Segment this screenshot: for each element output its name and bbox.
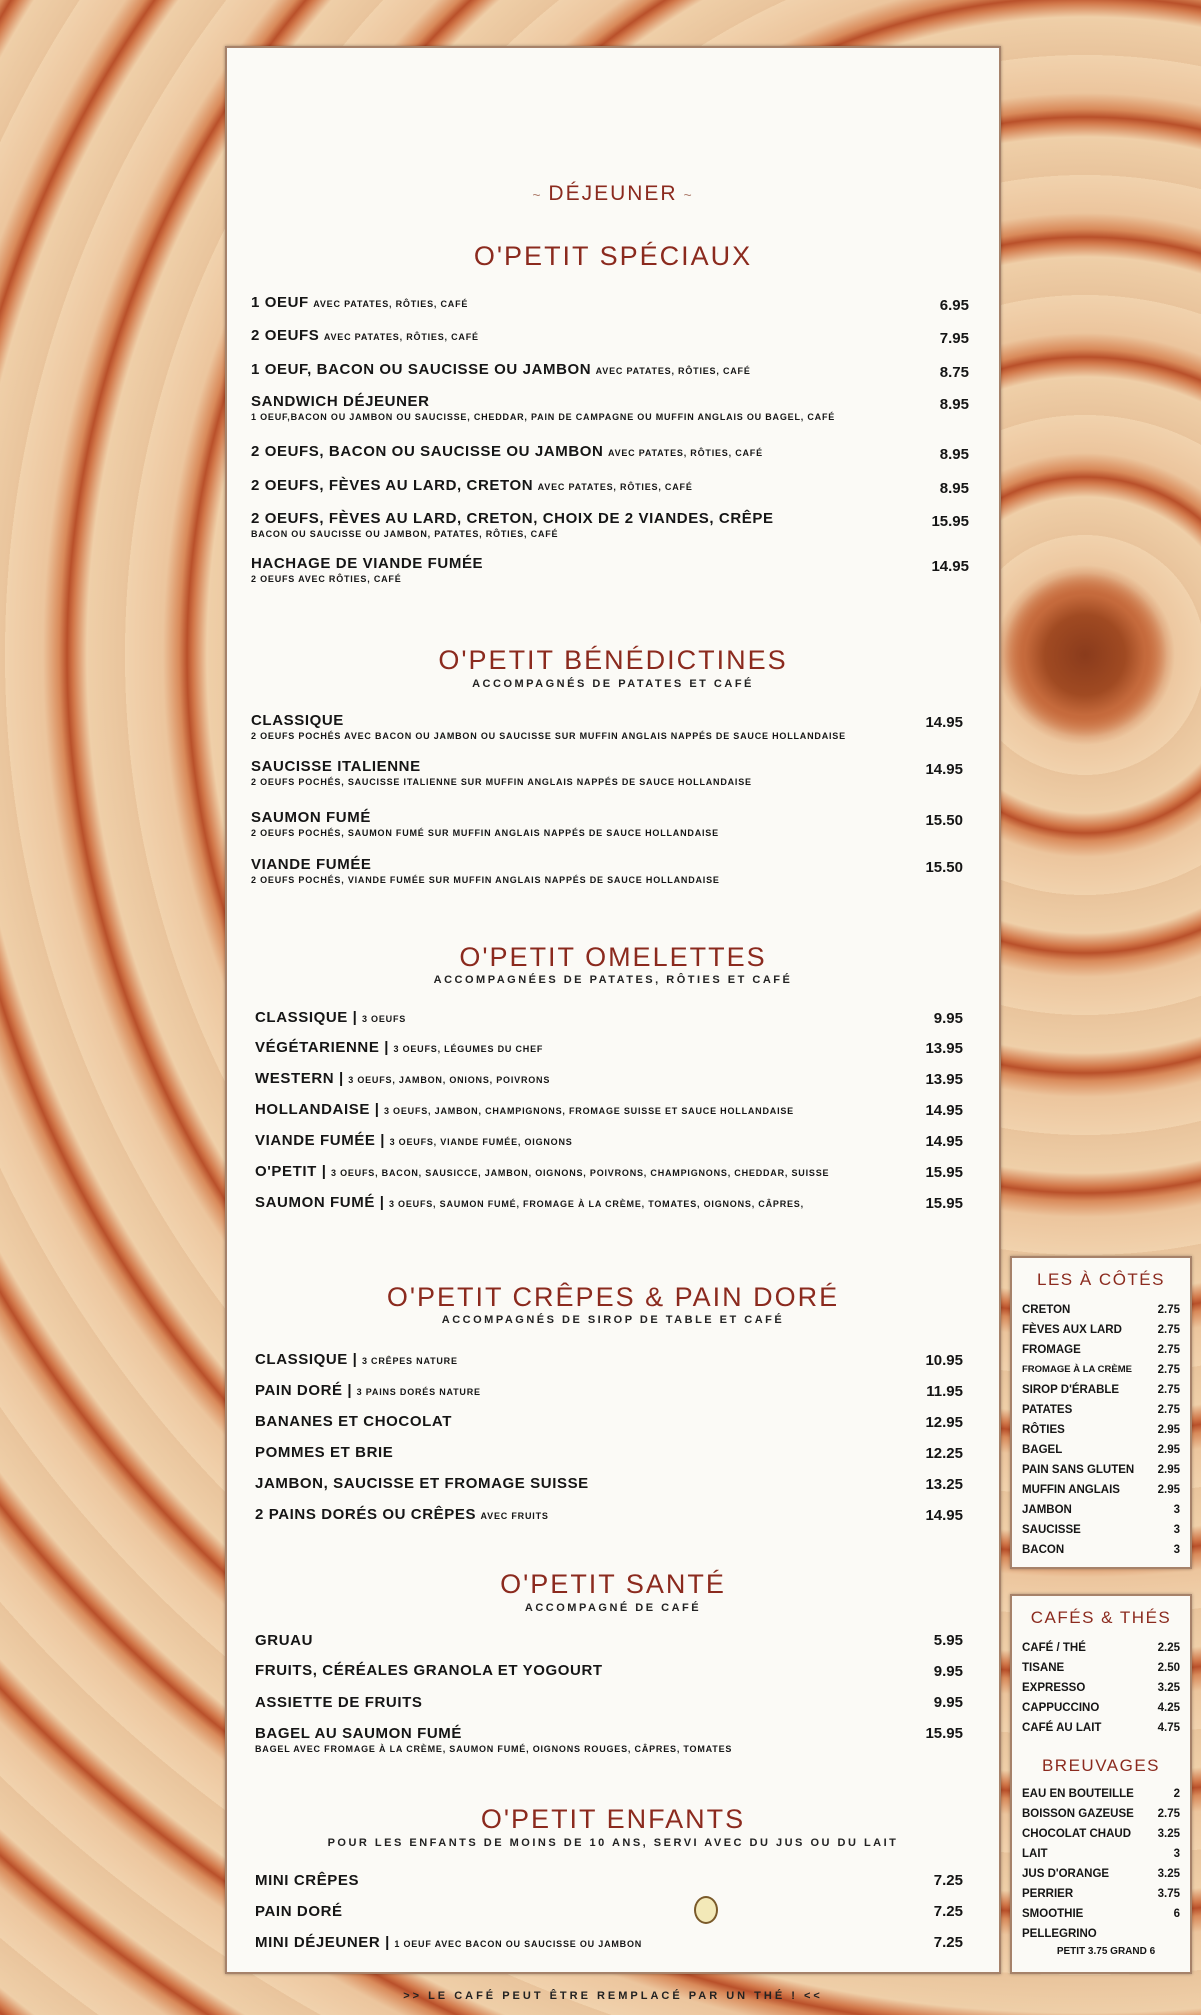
menu-item-price: 15.95 bbox=[931, 513, 969, 530]
menu-item: 2 OEUFS AVEC PATATES, RÔTIES, CAFÉ bbox=[251, 327, 479, 344]
main-menu-panel bbox=[225, 46, 1001, 2002]
menu-item-price: 12.95 bbox=[925, 1414, 963, 1431]
side-item: FÈVES AUX LARD 2.75 bbox=[1022, 1324, 1180, 1336]
menu-item: PAIN DORÉ bbox=[255, 1903, 343, 1920]
side-item: CRETON 2.75 bbox=[1022, 1304, 1180, 1316]
menu-item: 2 OEUFS, BACON OU SAUCISSE OU JAMBON AVEC PATATES, RÔTIES, CAFÉ bbox=[251, 443, 763, 460]
menu-item-price: 13.95 bbox=[925, 1040, 963, 1057]
menu-item-price: 13.95 bbox=[925, 1071, 963, 1088]
menu-item: FRUITS, CÉRÉALES GRANOLA ET YOGOURT bbox=[255, 1662, 603, 1679]
menu-item: 2 OEUFS, FÈVES AU LARD, CRETON AVEC PATATES, RÔTIES, CAFÉ bbox=[251, 477, 693, 494]
menu-item-price: 7.25 bbox=[933, 1934, 963, 1951]
menu-item: MINI DÉJEUNER | 1 OEUF AVEC BACON OU SAUCISSE OU JAMBON bbox=[255, 1934, 643, 1951]
menu-item: HACHAGE DE VIANDE FUMÉE 2 OEUFS AVEC RÔTIES, CAFÉ bbox=[251, 555, 484, 584]
menu-item-price: 14.95 bbox=[925, 1102, 963, 1119]
section-subtitle: ACCOMPAGNÉES DE PATATES, RÔTIES ET CAFÉ bbox=[433, 974, 793, 986]
cafe-item: EXPRESSO 3.25 bbox=[1022, 1682, 1180, 1694]
side-item: PAIN SANS GLUTEN 2.95 bbox=[1022, 1464, 1180, 1476]
menu-item-price: 8.75 bbox=[939, 364, 969, 381]
menu-item-price: 15.50 bbox=[925, 859, 963, 876]
side-item: FROMAGE 2.75 bbox=[1022, 1344, 1180, 1356]
menu-item: MINI CRÊPES bbox=[255, 1872, 360, 1889]
menu-item-price: 14.95 bbox=[925, 761, 963, 778]
section-title-sante: O'PETIT SANTÉ bbox=[500, 1569, 726, 1599]
menu-item-price: 9.95 bbox=[933, 1694, 963, 1711]
menu-title: DÉJEUNER bbox=[548, 182, 678, 205]
side-item: MUFFIN ANGLAIS 2.95 bbox=[1022, 1484, 1180, 1496]
menu-item: HOLLANDAISE | 3 OEUFS, JAMBON, CHAMPIGNONS, FROMAGE SUISSE ET SAUCE HOLLANDAISE bbox=[255, 1101, 794, 1118]
section-title-benedictines: O'PETIT BÉNÉDICTINES bbox=[438, 645, 788, 675]
side-item: SIROP D'ÉRABLE 2.75 bbox=[1022, 1384, 1180, 1396]
section-title-enfants: O'PETIT ENFANTS bbox=[480, 1804, 746, 1834]
side-item: RÔTIES 2.95 bbox=[1022, 1424, 1180, 1436]
menu-item-price: 15.95 bbox=[925, 1725, 963, 1742]
drink-item: BOISSON GAZEUSE 2.75 bbox=[1022, 1808, 1180, 1820]
drink-item: JUS D'ORANGE 3.25 bbox=[1022, 1868, 1180, 1880]
drink-item: PERRIER 3.75 bbox=[1022, 1888, 1180, 1900]
drink-item: PELLEGRINO bbox=[1022, 1928, 1097, 1940]
menu-item: SAUMON FUMÉ 2 OEUFS POCHÉS, SAUMON FUMÉ SUR MUFFIN ANGLAIS NAPPÉS DE SAUCE HOLLANDAISE bbox=[251, 809, 719, 838]
side-item: FROMAGE À LA CRÈME 2.75 bbox=[1022, 1364, 1180, 1376]
menu-item: 2 PAINS DORÉS OU CRÊPES AVEC FRUITS bbox=[255, 1506, 549, 1523]
menu-item: WESTERN | 3 OEUFS, JAMBON, ONIONS, POIVRONS bbox=[255, 1070, 551, 1087]
cafe-item: CAPPUCCINO 4.25 bbox=[1022, 1702, 1180, 1714]
menu-item-price: 7.95 bbox=[939, 330, 969, 347]
section-subtitle: ACCOMPAGNÉS DE PATATES ET CAFÉ bbox=[472, 678, 754, 690]
menu-item-price: 11.95 bbox=[926, 1383, 963, 1400]
side-item: PATATES 2.75 bbox=[1022, 1404, 1180, 1416]
menu-item: ASSIETTE DE FRUITS bbox=[255, 1694, 423, 1711]
menu-item: BAGEL AU SAUMON FUMÉ BAGEL AVEC FROMAGE À LA CRÈME, SAUMON FUMÉ, OIGNONS ROUGES, CÂPRES, TOMATES bbox=[255, 1725, 733, 1754]
menu-item-price: 5.95 bbox=[933, 1632, 963, 1649]
menu-item-price: 12.25 bbox=[925, 1445, 963, 1462]
drink-item: LAIT 3 bbox=[1022, 1848, 1180, 1860]
cafes-title: CAFÉS & THÉS bbox=[1030, 1608, 1172, 1627]
menu-item-price: 15.95 bbox=[925, 1164, 963, 1181]
menu-item-price: 14.95 bbox=[925, 1133, 963, 1150]
cafe-item: TISANE 2.50 bbox=[1022, 1662, 1180, 1674]
pellegrino-sizes: PETIT 3.75 GRAND 6 bbox=[1056, 1946, 1156, 1957]
section-title-crepes: O'PETIT CRÊPES & PAIN DORÉ bbox=[386, 1282, 840, 1312]
section-subtitle: POUR LES ENFANTS DE MOINS DE 10 ANS, SERVI AVEC DU JUS OU DU LAIT bbox=[327, 1837, 899, 1849]
menu-item: BANANES ET CHOCOLAT bbox=[255, 1413, 452, 1430]
drink-item: SMOOTHIE 6 bbox=[1022, 1908, 1180, 1920]
menu-item: O'PETIT | 3 OEUFS, BACON, SAUSICCE, JAMBON, OIGNONS, POIVRONS, CHAMPIGNONS, CHEDDAR, SUISSE bbox=[255, 1163, 830, 1180]
menu-item-price: 6.95 bbox=[939, 297, 969, 314]
section-title-speciaux: O'PETIT SPÉCIAUX bbox=[473, 241, 753, 271]
section-subtitle: ACCOMPAGNÉS DE SIROP DE TABLE ET CAFÉ bbox=[441, 1314, 785, 1326]
section-title-omelettes: O'PETIT OMELETTES bbox=[459, 942, 767, 972]
menu-item: SAUCISSE ITALIENNE 2 OEUFS POCHÉS, SAUCISSE ITALIENNE SUR MUFFIN ANGLAIS NAPPÉS DE SAUCE HOLLANDAISE bbox=[251, 758, 752, 787]
menu-item: CLASSIQUE 2 OEUFS POCHÉS AVEC BACON OU JAMBON OU SAUCISSE SUR MUFFIN ANGLAIS NAPPÉS DE SAUCE HOLLANDAISE bbox=[251, 712, 846, 741]
side-item: JAMBON 3 bbox=[1022, 1504, 1180, 1516]
side-item: SAUCISSE 3 bbox=[1022, 1524, 1180, 1536]
section-subtitle: ACCOMPAGNÉ DE CAFÉ bbox=[524, 1602, 702, 1614]
drink-item: EAU EN BOUTEILLE 2 bbox=[1022, 1788, 1180, 1800]
sides-panel bbox=[1010, 1256, 1192, 1569]
menu-header: ~ DÉJEUNER ~ bbox=[532, 182, 694, 205]
menu-item: JAMBON, SAUCISSE ET FROMAGE SUISSE bbox=[255, 1475, 589, 1492]
menu-item-price: 14.95 bbox=[925, 714, 963, 731]
breuvages-title: BREUVAGES bbox=[1041, 1756, 1161, 1775]
menu-item-price: 13.25 bbox=[925, 1476, 963, 1493]
drinks-panel bbox=[1010, 1594, 1192, 1974]
pushpin-icon bbox=[694, 1896, 718, 1924]
menu-item: SANDWICH DÉJEUNER 1 OEUF,BACON OU JAMBON OU SAUCISSE, CHEDDAR, PAIN DE CAMPAGNE OU MUFFIN ANGLAIS OU BAGEL, CAFÉ bbox=[251, 393, 836, 422]
cafe-item: CAFÉ / THÉ 2.25 bbox=[1022, 1642, 1180, 1654]
menu-item-price: 10.95 bbox=[925, 1352, 963, 1369]
menu-item: POMMES ET BRIE bbox=[255, 1444, 394, 1461]
menu-item-price: 8.95 bbox=[939, 396, 969, 413]
menu-item-price: 14.95 bbox=[931, 558, 969, 575]
menu-item: 2 OEUFS, FÈVES AU LARD, CRETON, CHOIX DE 2 VIANDES, CRÊPE BACON OU SAUCISSE OU JAMBON, PATATES, RÔTIES, CAFÉ bbox=[251, 510, 774, 539]
menu-item: PAIN DORÉ | 3 PAINS DORÉS NATURE bbox=[255, 1382, 481, 1399]
side-item: BACON 3 bbox=[1022, 1544, 1180, 1556]
menu-item-price: 15.50 bbox=[925, 812, 963, 829]
menu-item-price: 15.95 bbox=[925, 1195, 963, 1212]
menu-item-price: 7.25 bbox=[933, 1872, 963, 1889]
drink-item: CHOCOLAT CHAUD 3.25 bbox=[1022, 1828, 1180, 1840]
menu-item-price: 9.95 bbox=[933, 1663, 963, 1680]
menu-item-price: 9.95 bbox=[933, 1010, 963, 1027]
menu-item: CLASSIQUE | 3 OEUFS bbox=[255, 1009, 407, 1026]
menu-item-price: 14.95 bbox=[925, 1507, 963, 1524]
menu-item-price: 8.95 bbox=[939, 446, 969, 463]
menu-item: SAUMON FUMÉ | 3 OEUFS, SAUMON FUMÉ, FROMAGE À LA CRÈME, TOMATES, OIGNONS, CÂPRES, bbox=[255, 1194, 804, 1211]
menu-item: VIANDE FUMÉE 2 OEUFS POCHÉS, VIANDE FUMÉE SUR MUFFIN ANGLAIS NAPPÉS DE SAUCE HOLLANDAISE bbox=[251, 856, 720, 885]
menu-item: VIANDE FUMÉE | 3 OEUFS, VIANDE FUMÉE, OIGNONS bbox=[255, 1132, 573, 1149]
sides-title: LES À CÔTÉS bbox=[1037, 1270, 1165, 1289]
side-item: BAGEL 2.95 bbox=[1022, 1444, 1180, 1456]
menu-item-price: 8.95 bbox=[939, 480, 969, 497]
menu-item: GRUAU bbox=[255, 1632, 313, 1649]
cafe-item: CAFÉ AU LAIT 4.75 bbox=[1022, 1722, 1180, 1734]
menu-item: VÉGÉTARIENNE | 3 OEUFS, LÉGUMES DU CHEF bbox=[255, 1039, 544, 1056]
menu-item: 1 OEUF AVEC PATATES, RÔTIES, CAFÉ bbox=[251, 294, 469, 311]
menu-item: CLASSIQUE | 3 CRÊPES NATURE bbox=[255, 1351, 458, 1368]
footer-note: >> LE CAFÉ PEUT ÊTRE REMPLACÉ PAR UN THÉ ! << bbox=[403, 1990, 823, 2002]
menu-item: 1 OEUF, BACON OU SAUCISSE OU JAMBON AVEC PATATES, RÔTIES, CAFÉ bbox=[251, 361, 751, 378]
menu-item-price: 7.25 bbox=[933, 1903, 963, 1920]
